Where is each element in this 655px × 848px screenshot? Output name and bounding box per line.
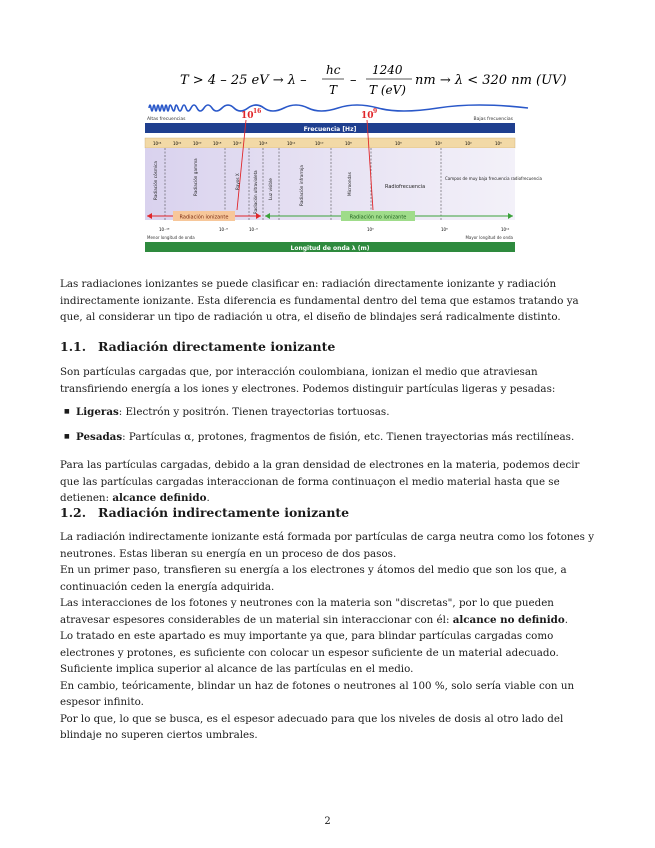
wave-tick: 10⁻⁶ [249,227,258,232]
paragraph-end: . [206,492,210,504]
marker-right-base: 10 [361,111,374,121]
paragraph-text: Para las partículas cargadas, debido a la gran densidad de electrones en la materia, podemos decir que las partículas cargadas interaccionan de forma continuaçon el medio material hasta que se detienen: [60,459,580,504]
freq-tick: 10⁸ [345,141,352,146]
bullet-text: : Partículas α, protones, fragmentos de fisión, etc. Tienen trayectorias más rectilíneas. [122,431,575,443]
section2-paragraph: La radiación indirectamente ionizante está formada por partículas de carga neutra como los fotones y neutrones. Estas liberan su energía en un proceso de dos pasos. [60,531,595,560]
band-label-radiofrequency: Radiofrecuencia [385,184,426,190]
bullet-text: : Electrón y positrón. Tienen trayectorias tortuosas. [118,406,390,418]
freq-tick: 10⁶ [395,141,402,146]
section2-paragraph: Lo tratado en este apartado es muy importante ya que, para blindar partículas cargadas como electrones y protones, es suficiente con colocar un espesor suficiente de un material adecuado. Suficiente implica superior al alcance de las partículas en el medio. [60,630,559,675]
page-number: 2 [324,816,331,827]
wave-tick: 10⁻¹⁶ [159,227,170,232]
formula-rhs: nm → λ < 320 nm (UV) [415,73,567,88]
freq-tick: 10²⁴ [153,141,162,146]
wavelength-band-label: Longitud de onda λ (m) [290,245,370,252]
frequency-band-label: Frecuencia [Hz] [303,126,357,133]
paragraph-text: Las interacciones de los fotones y neutrones con la materia son "discretas", por lo que pueden atravesar espesores considerables de un material sin interaccionar con él: [60,597,554,626]
band-label-gamma: Radiación gamma [193,158,198,196]
marker-right-exponent: 9 [373,108,378,115]
band-label-low-frequency: Campos de muy baja frecuencia radiofrecuencia [445,176,542,181]
wave-squiggle-graphic [149,105,528,111]
spectrum-body [145,148,515,220]
list-item [76,429,574,446]
formula-frac1-num: hc [326,63,341,77]
freq-tick: 10²² [173,141,182,146]
freq-tick: 10²⁰ [193,141,202,146]
section1-paragraph: Son partículas cargadas que, por interacción coulombiana, ionizan el medio que atraviesan transfiriendo energía a los iones y electrones. Podemos distinguir partículas ligeras y pesadas: [60,366,556,395]
bullet-term: Pesadas [76,431,123,443]
wave-tick: 10⁰ [367,227,374,232]
freq-tick: 10¹² [287,141,296,146]
low-frequency-label: Bajas frecuencias [473,117,513,122]
freq-tick: 10¹⁴ [259,141,268,146]
high-frequency-label: Altas frecuencias [147,117,186,122]
freq-tick: 10² [465,141,472,146]
section-heading-1-2 [60,505,349,520]
wave-tick: 10⁻⁸ [219,227,228,232]
section2-paragraph: En cambio, teóricamente, blindar un haz de fotones o neutrones al 100 %, solo sería viable con un espesor infinito. [60,679,575,708]
wave-tick: 10¹² [501,227,510,232]
section2-paragraph: En un primer paso, transfieren su energía a los electrones y átomos del medio que son los que, a continuación ceden la energía adquirida. [60,564,567,593]
intro-paragraph: Las radiaciones ionizantes se puede clasificar en: radiación directamente ionizante y radiación indirectamente ionizante. Esta diferencia es fundamental dentro del tema que estamos tratando ya que, al considerar un tipo de radiación u otra, el diseño de blindajes será radicalmente distinto. [60,278,579,323]
section2-paragraph [60,595,596,628]
section2-paragraph: Por lo que, lo que se busca, es el espesor adecuado para que los niveles de dosis al otro lado del blindaje no superen ciertos umbrales. [60,712,564,741]
non-ionizing-label: Radiación no ionizante [349,214,407,221]
band-label-microwave: Microondas [347,172,352,196]
freq-tick: 10¹⁰ [315,141,324,146]
band-label-uv: Radiación ultravioleta [253,170,258,214]
freq-tick: 10⁰ [495,141,502,146]
electromagnetic-spectrum-figure [145,100,542,260]
shorter-wavelength-label: Menor longitud de onda [147,235,195,240]
section-number: 1.2. [60,505,87,520]
section1-paragraph-2 [60,457,596,507]
formula-dash: – [350,73,357,88]
marker-left-exponent: 16 [253,108,262,115]
wavelength-ticks-group [159,227,510,232]
band-label-infrared: Radiación infrarroja [299,165,304,206]
formula-frac2-den: T (eV) [369,83,406,97]
formula-frac1-den: T [329,83,338,97]
band-label-visible: Luz visible [268,178,273,200]
section-heading-1-1 [60,339,335,354]
ionizing-label: Radiación ionizante [179,214,229,221]
section2-body [60,529,596,744]
bullet-term: Ligeras [76,406,119,418]
formula-lhs: T > 4 – 25 eV → λ – [180,73,307,88]
list-item [76,404,390,421]
section-title: Radiación indirectamente ionizante [98,505,350,520]
formula-graphic [150,60,567,100]
emphasis-term: alcance definido [112,492,207,504]
freq-tick: 10¹⁸ [213,141,222,146]
energy-wavelength-formula [150,60,567,100]
band-label-cosmic: Radiación cósmica [153,161,158,200]
spectrum-diagram [145,100,542,260]
freq-tick: 10¹⁶ [233,141,242,146]
section-title: Radiación directamente ionizante [98,339,336,354]
paragraph-end: . [564,613,569,626]
emphasis-term: alcance no definido [452,613,565,626]
marker-left-base: 10 [241,111,254,121]
band-label-xray: Rayos X [235,173,240,190]
longer-wavelength-label: Mayor longitud de onda [465,235,513,240]
formula-frac2-num: 1240 [372,63,403,77]
section-number: 1.1. [60,339,87,354]
freq-tick: 10⁴ [435,141,442,146]
wave-tick: 10⁸ [441,227,448,232]
